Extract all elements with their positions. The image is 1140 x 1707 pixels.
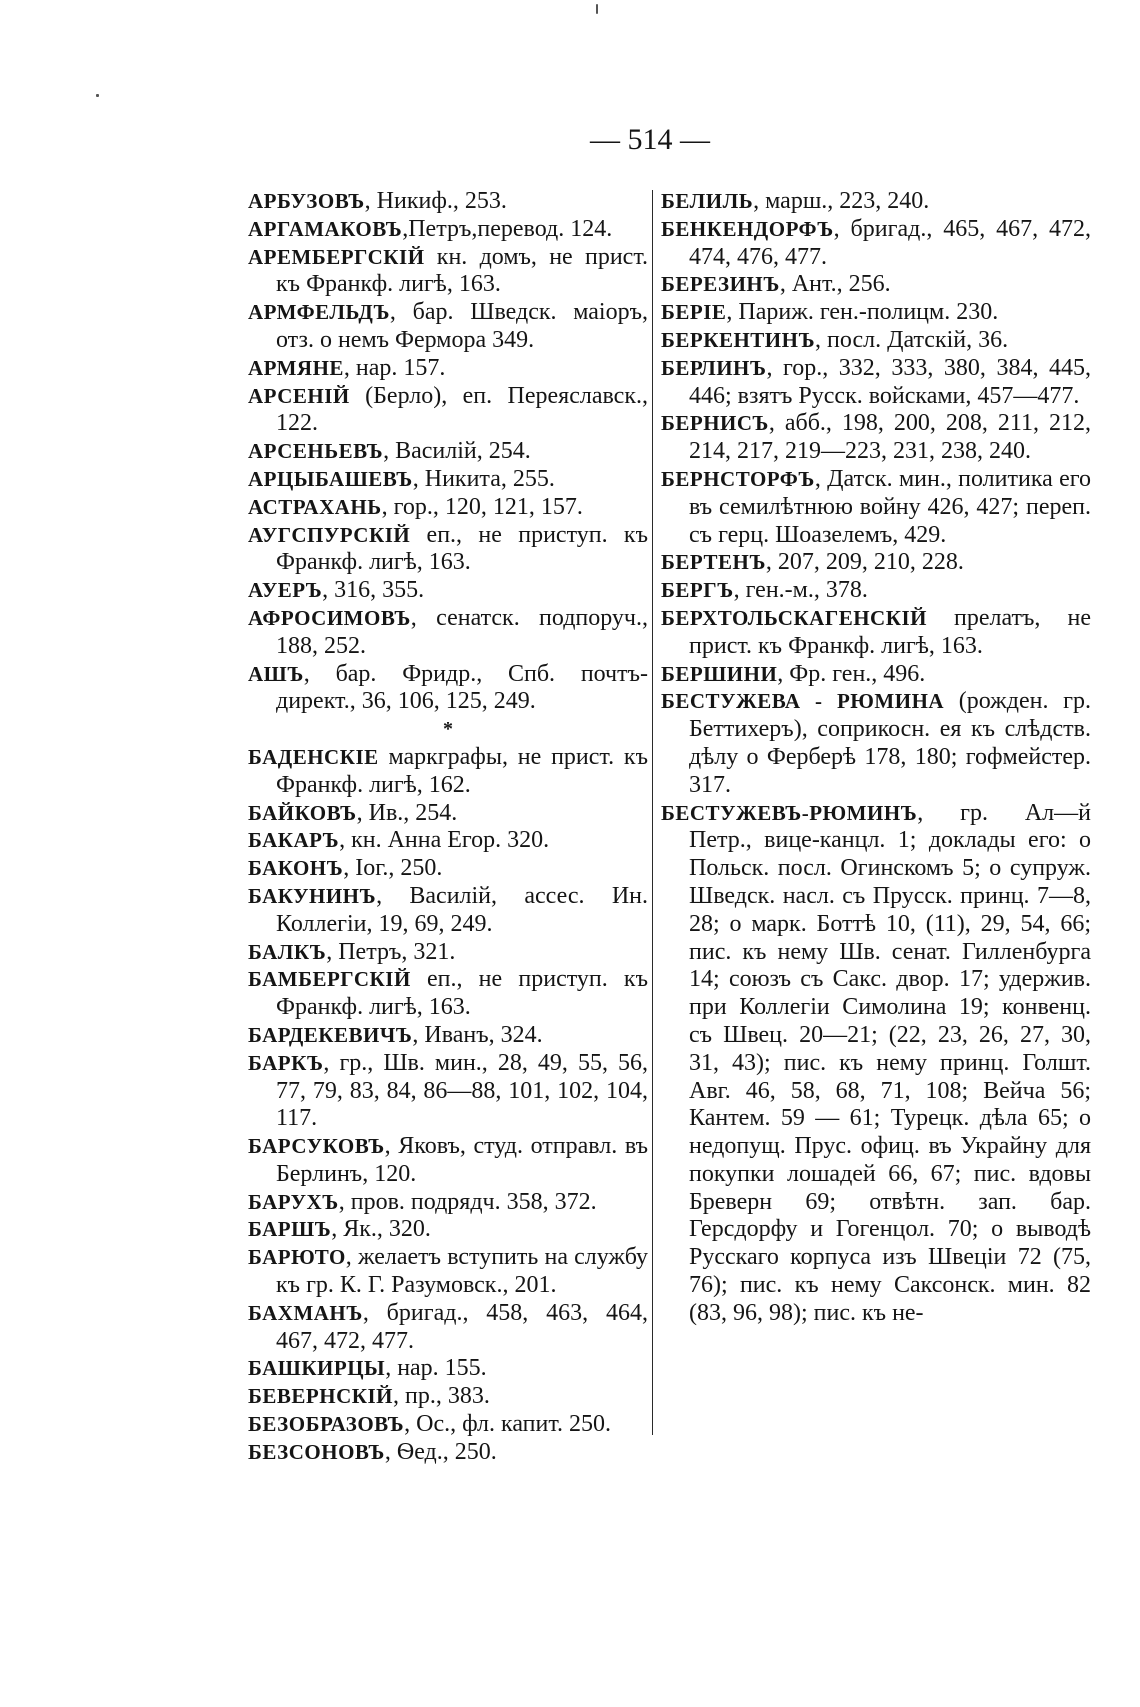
index-entry [661,661,1091,689]
index-headword: БАРДЕКЕВИЧЪ [248,1022,413,1047]
index-references: , 316, 355. [322,577,425,604]
index-references: маркграфы, не прист. къ Франкф. лигѣ, 162. [276,743,648,798]
index-headword: АРМЯНЕ [248,355,344,380]
page-number: — 514 — [590,123,710,156]
index-entry [248,494,648,522]
index-headword: БЕРНИСЪ [661,411,769,436]
index-references: , Никиф., 253. [364,188,507,214]
index-headword: БЕРІЕ [661,300,727,325]
index-entry [661,549,1091,577]
index-entry [248,355,648,383]
index-headword: БАДЕНСКІЕ [248,744,379,769]
index-column-right [661,188,1091,1328]
index-headword: БАМБЕРГСКІЙ [248,967,411,992]
index-references: прелатъ, не прист. къ Франкф. лигѣ, 163. [689,604,1091,659]
index-references: кн. домъ, не прист. къ Франкф. лигѣ, 163. [276,243,648,298]
index-references: , Як., 320. [331,1216,431,1243]
index-references: , 207, 209, 210, 228. [765,549,964,576]
index-headword: АРСЕНІЙ [248,383,350,408]
index-entry [248,1189,648,1217]
index-entry [661,605,1091,661]
index-references: , Ант., 256. [779,271,891,298]
index-headword: АРБУЗОВЪ [248,189,365,213]
index-entry [248,744,648,800]
index-references: , Яковъ, студ. отправл. въ Берлинъ, 120. [276,1133,648,1187]
index-references: , Петръ, 321. [326,938,456,965]
index-entry [248,827,648,855]
index-references: , Василій, 254. [383,438,531,465]
index-headword: БЕЗОБРАЗОВЪ [248,1412,405,1437]
index-references: , Ив., 254. [356,799,458,826]
index-references: , Василій, ассес. Ин. Коллегіи, 19, 69, 249. [276,882,648,937]
index-references: , Фр. ген., 496. [777,660,926,687]
index-references: , нар. 155. [385,1355,487,1382]
index-references: еп., не приступ. къ Франкф. лигѣ, 163. [276,966,648,1021]
index-entry [248,1383,648,1411]
index-headword: БАКУНИНЪ [248,883,377,908]
index-entry [248,1022,648,1050]
index-headword: БЕВЕРНСКІЙ [248,1384,393,1409]
index-entry [661,466,1091,549]
index-headword: БАШКИРЦЫ [248,1356,386,1381]
index-references: , Никита, 255. [412,465,555,492]
index-headword: АРМФЕЛЬДЪ [248,300,390,325]
index-headword: БЕРХТОЛЬСКАГЕНСКІЙ [661,605,927,630]
index-headword: АФРОСИМОВЪ [248,605,411,630]
index-headword: БЕРШИНИ [661,661,778,686]
index-references: , бар. Фридр., Спб. почтъ-директ., 36, 106, 125, 249. [276,660,648,715]
index-entry [248,1216,648,1244]
index-headword: БАРШЪ [248,1217,332,1242]
index-headword: БЕРНСТОРФЪ [661,466,815,491]
index-entry [661,355,1091,411]
index-headword: АУЕРЪ [248,578,323,603]
index-entry [248,1439,648,1467]
index-references: , ген.-м., 378. [733,577,868,604]
index-references: , кн. Анна Егор. 320. [339,827,550,854]
index-headword: БАРЮТО [248,1245,346,1270]
index-entry [248,1355,648,1383]
index-entry [248,939,648,967]
index-entry [661,800,1091,1328]
index-references: , сенатск. подпоруч., 188, 252. [276,604,648,659]
index-references: , абб., 198, 200, 208, 211, 212, 214, 217, 219—223, 231, 238, 240. [689,410,1091,465]
index-references: , Ос., фл. капит. 250. [404,1411,612,1438]
index-headword: БАРУХЪ [248,1189,339,1214]
index-entry [248,800,648,828]
index-references: еп., не приступ. къ Франкф. лигѣ, 163. [276,521,648,576]
index-references: , желаетъ вступить на службу къ гр. К. Г. Разумовск., 201. [276,1244,648,1299]
index-references: , бар. Шведск. маіоръ, отз. о немъ Фермора 349. [276,299,648,353]
index-entry [248,1133,648,1189]
index-entry [248,577,648,605]
index-headword: БЕНКЕНДОРФЪ [661,216,834,241]
index-headword: БЕСТУЖЕВЪ-РЮМИНЪ [661,800,918,825]
index-entry [661,299,1091,327]
index-headword: АРСЕНЬЕВЪ [248,439,384,464]
index-entry [248,383,648,439]
index-entry [248,855,648,883]
index-references: , Датск. мин., политика его въ семилѣтнюю войну 426, 427; переп. съ герц. Шоазелемъ, 429. [689,465,1091,548]
index-references: , Іог., 250. [343,855,443,882]
index-entry [248,661,648,717]
index-headword: БЕРТЕНЪ [661,550,766,575]
index-headword: БЕСТУЖЕВА - РЮМИНА [661,689,945,714]
index-headword: АУГСПУРСКІЙ [248,522,411,547]
index-entry [248,244,648,300]
index-headword: БЕРЛИНЪ [661,355,767,380]
index-entry [248,1300,648,1356]
index-headword: АРЦЫБАШЕВЪ [248,466,413,491]
index-entry [661,216,1091,272]
index-headword: АРГАМАКОВЪ [248,216,403,241]
index-references: , гор., 332, 333, 380, 384, 445, 446; взятъ Русск. войсками, 457—477. [689,354,1091,409]
print-speck [96,94,99,97]
index-entry [248,522,648,578]
index-references: , пр., 383. [392,1383,490,1410]
index-headword: БЕРЕЗИНЪ [661,272,780,297]
index-references: , Париж. ген.-полицм. 230. [726,299,999,326]
index-entry [248,466,648,494]
index-references: , марш., 223, 240. [753,188,930,214]
index-references: , Иванъ, 324. [412,1021,543,1048]
column-divider [652,190,653,1435]
index-headword: АСТРАХАНЬ [248,494,382,519]
index-entry [661,327,1091,355]
index-references: , Ѳед., 250. [384,1438,497,1465]
index-headword: БЕРГЪ [661,578,734,603]
print-speck [596,4,598,14]
index-headword: БЕРКЕНТИНЪ [661,327,816,352]
index-entry [661,577,1091,605]
index-entry [248,883,648,939]
index-references: , гор., 120, 121, 157. [381,493,583,520]
section-separator: * [443,718,453,741]
index-references: , посл. Датскій, 36. [815,326,1009,353]
index-headword: БЕЛИЛЬ [661,189,754,213]
index-entry [248,188,648,216]
index-entry [248,438,648,466]
index-headword: БАКОНЪ [248,856,344,881]
index-headword: БАЛКЪ [248,939,327,964]
index-references: , гр., Шв. мин., 28, 49, 55, 56, 77, 79, 83, 84, 86—88, 101, 102, 104, 117. [276,1049,648,1132]
index-headword: БАХМАНЪ [248,1300,363,1325]
index-headword: БАРСУКОВЪ [248,1134,385,1159]
index-headword: БАКАРЪ [248,828,340,853]
index-references: (рожден. гр. Беттихеръ), соприкосн. ея къ слѣдств. дѣлу о Ферберѣ 178, 180; гофмейстер. 317. [689,688,1091,798]
index-entry [248,1050,648,1133]
index-entry [248,1244,648,1300]
index-entry [661,188,1091,216]
index-references: (Берло), еп. Переяславск., 122. [276,382,648,437]
index-headword: БАЙКОВЪ [248,800,357,825]
index-entry [248,299,648,355]
index-entry [248,1411,648,1439]
index-references: , бригад., 458, 463, 464, 467, 472, 477. [276,1299,648,1354]
index-entry [248,216,648,244]
index-headword: АРЕМБЕРГСКІЙ [248,244,425,269]
index-column-left [248,188,648,1467]
index-entry [248,605,648,661]
index-headword: БЕЗСОНОВЪ [248,1439,385,1464]
index-entry [661,688,1091,799]
index-references: , пров. подрядч. 358, 372. [338,1188,597,1215]
index-entry [248,966,648,1022]
index-references: ,Петръ,перевод. 124. [402,215,613,242]
index-references: , гр. Ал—й Петр., вице-канцл. 1; доклады его: о Польск. посл. Огинскомъ 5; о супруж. Шведск. насл. съ Прусск. принц. 7—8, 28; о марк. Боттѣ 10, (11), 29, 54, 66; пис. къ нему Шв. сенат. Гилленбурга 14; союзъ съ Сакс. двор. 17; удержив. при Коллегіи Симолина 19; конвенц. съ Швец. 20—21; (22, 23, 26, 27, 30, 31, 43); пис. къ нему принц. Голшт. Авг. 46, 58, 68, 71, 108; Вейча 56; Кантем. 59 — 61; Турецк. дѣла 65; о недопущ. Прус. офиц. въ Украйну для покупки лошадей 66, 67; пис. вдовы Бреверн 69; отвѣтн. зап. бар. Герсдорфу и Гогенцол. 70; о выводѣ Русскаго корпуса изъ Швеціи 72 (75, 76); пис. къ нему Саксонск. мин. 82 (83, 96, 98); пис. къ не- [689,799,1091,1326]
index-headword: БАРКЪ [248,1050,324,1075]
index-entry [661,271,1091,299]
index-entry [661,410,1091,466]
index-references: , нар. 157. [343,354,446,381]
index-headword: АШЪ [248,661,304,686]
index-references: , бригад., 465, 467, 472, 474, 476, 477. [689,215,1091,270]
